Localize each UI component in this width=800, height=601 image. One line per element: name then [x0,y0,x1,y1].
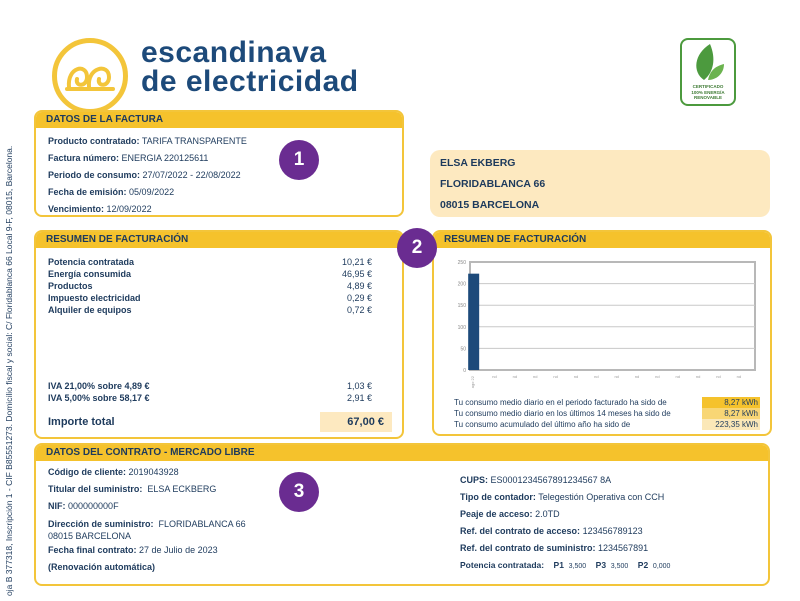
billing-item [36,292,402,304]
item-value: 0,72 € [346,305,372,315]
certificate-line: RENOVABLE [694,95,722,100]
invoice-field [36,201,402,217]
x-tick-label: ago 22 [470,376,476,389]
field-label: CUPS: [460,475,489,485]
item-value: 46,95 € [341,269,372,279]
consumption-panel [432,230,772,436]
field-label: Fecha final contrato: [48,545,137,555]
certificate-line: CERTIFICADO [692,84,724,89]
power-label: Potencia contratada: [460,560,545,570]
customer-street: FLORIDABLANCA 66 [440,178,546,190]
power-period: P3 [595,560,607,570]
customer-address-box [430,150,770,217]
item-label: Alquiler de equipos [48,305,132,315]
x-tick-label: nd [675,374,680,379]
tax-item [36,392,402,404]
item-label: Productos [48,281,93,291]
x-tick-label: nd [655,374,660,379]
contract-right-column [448,472,670,575]
consumption-value: 223,35 kWh [702,419,760,430]
tax-label: IVA 5,00% sobre 58,17 € [48,393,150,403]
field-value: ENERGIA 220125611 [121,153,209,163]
y-tick-label: 0 [463,368,466,374]
consumption-label: Tu consumo medio diario en el periodo facturado ha sido de [454,398,667,407]
certificate-text [682,84,734,101]
field-value: TARIFA TRANSPARENTE [141,136,247,146]
invoice-field [36,184,402,201]
invoice-panel-title: DATOS DE LA FACTURA [36,112,402,128]
total-label: Importe total [48,416,115,428]
billing-item [36,304,402,316]
item-value: 10,21 € [341,257,372,267]
field-value: 12/09/2022 [106,204,152,214]
field-value: ES0001234567891234567 8A [490,475,612,485]
field-label: Ref. del contrato de acceso: [460,526,581,536]
field-label: Factura número: [48,153,120,163]
total-row [46,412,392,432]
contracted-power-row [448,557,670,575]
y-tick-label: 200 [457,281,466,288]
contract-field [448,489,670,506]
field-value: 1234567891 [598,543,649,553]
billing-item [36,268,402,280]
item-value: 4,89 € [346,281,372,291]
renewable-certificate [680,38,736,106]
x-tick-label: nd [594,374,599,379]
consumption-value: 8,27 kWh [702,397,760,408]
field-value: 123456789123 [582,526,643,536]
tax-value: 1,03 € [346,381,372,391]
power-value: 0,000 [652,563,671,570]
tax-label: IVA 21,00% sobre 4,89 € [48,381,150,391]
invoice-field [36,133,402,150]
section-badge-1: 1 [279,140,319,180]
consumption-stats [454,397,760,430]
billing-item [36,256,402,268]
x-tick-label: nd [614,374,619,379]
field-label: Fecha de emisión: [48,187,127,197]
consumption-row [454,408,760,419]
power-value: 3,500 [568,563,587,570]
field-value: 08015 BARCELONA [48,531,132,541]
item-label: Impuesto electricidad [48,293,141,303]
contract-field [448,506,670,523]
field-label: Producto contratado: [48,136,140,146]
contract-panel-title: DATOS DEL CONTRATO - MERCADO LIBRE [36,445,768,461]
contract-field [448,523,670,540]
billing-panel-title: RESUMEN DE FACTURACIÓN [36,232,402,248]
field-label: NIF: [48,501,66,511]
brand-name-line1: escandinava [141,36,327,69]
plot-area [470,262,755,370]
customer-city: 08015 BARCELONA [440,199,540,211]
item-label: Energía consumida [48,269,132,279]
loop-icon [65,57,115,95]
x-tick-label: nd [512,374,518,379]
bar [468,274,479,370]
field-value: Telegestión Operativa con CCH [538,492,665,502]
field-value: 2019043928 [128,467,179,477]
x-tick-label: nd [533,374,538,379]
leaf-icon [690,42,726,82]
field-label: (Renovación automática) [48,562,156,572]
tax-value: 2,91 € [346,393,372,403]
consumption-bar-chart [440,254,765,394]
field-label: Ref. del contrato de suministro: [460,543,596,553]
field-label: Tipo de contador: [460,492,536,502]
power-period: P2 [637,560,649,570]
billing-item [36,280,402,292]
y-tick-label: 50 [460,346,466,353]
consumption-label: Tu consumo acumulado del último año ha sido de [454,420,631,429]
consumption-row [454,397,760,408]
total-value: 67,00 € [320,412,392,432]
field-label: Titular del suministro: [48,484,143,494]
consumption-panel-title: RESUMEN DE FACTURACIÓN [434,232,770,248]
field-value: 05/09/2022 [129,187,175,197]
y-tick-label: 250 [457,260,466,266]
item-value: 0,29 € [346,293,372,303]
customer-name: ELSA EKBERG [440,157,516,169]
field-value: FLORIDABLANCA 66 [158,519,246,529]
consumption-value: 8,27 kWh [702,408,760,419]
brand-name-line2: de electricidad [141,65,359,98]
billing-summary-panel [34,230,404,439]
field-value: 27 de Julio de 2023 [139,545,218,555]
x-tick-label: nd [553,374,558,379]
x-tick-label: nd [736,374,742,379]
field-value: 000000000F [68,501,119,511]
brand-name [141,38,359,96]
consumption-row [454,419,760,430]
x-tick-label: nd [634,374,640,379]
y-tick-label: 150 [457,303,466,310]
item-label: Potencia contratada [48,257,135,267]
contract-field [448,472,670,489]
power-period: P1 [553,560,564,570]
x-tick-label: nd [716,374,721,379]
contract-panel [34,443,770,586]
x-tick-label: nd [573,374,579,379]
invoice-field [36,150,402,167]
section-badge-3: 3 [279,472,319,512]
x-tick-label: nd [492,374,497,379]
brand-logo [52,38,128,114]
invoice-panel [34,110,404,217]
x-tick-label: nd [695,374,701,379]
field-label: Peaje de acceso: [460,509,533,519]
section-badge-2: 2 [397,228,437,268]
consumption-label: Tu consumo medio diario en los últimos 14 meses ha sido de [454,409,671,418]
y-tick-label: 100 [457,324,466,331]
legal-side-text: oja B 377318, Inscripción 1 - CIF B85551273. Domicilio fiscal y social: C/ Floridablanca 66 Local 9-F, 08015, Barcelona. [4,145,14,596]
certificate-line: 100% ENERGÍA [691,89,725,95]
tax-item [36,380,402,392]
field-label: Dirección de suministro: [48,519,154,529]
invoice-field [36,167,402,184]
contract-field [448,540,670,557]
field-value: 2.0TD [535,509,560,519]
field-value: ELSA ECKBERG [147,484,217,494]
field-label: Código de cliente: [48,467,127,477]
field-label: Periodo de consumo: [48,170,141,180]
field-label: Vencimiento: [48,204,105,214]
power-value: 3,500 [610,563,629,570]
field-value: 27/07/2022 - 22/08/2022 [142,170,241,180]
